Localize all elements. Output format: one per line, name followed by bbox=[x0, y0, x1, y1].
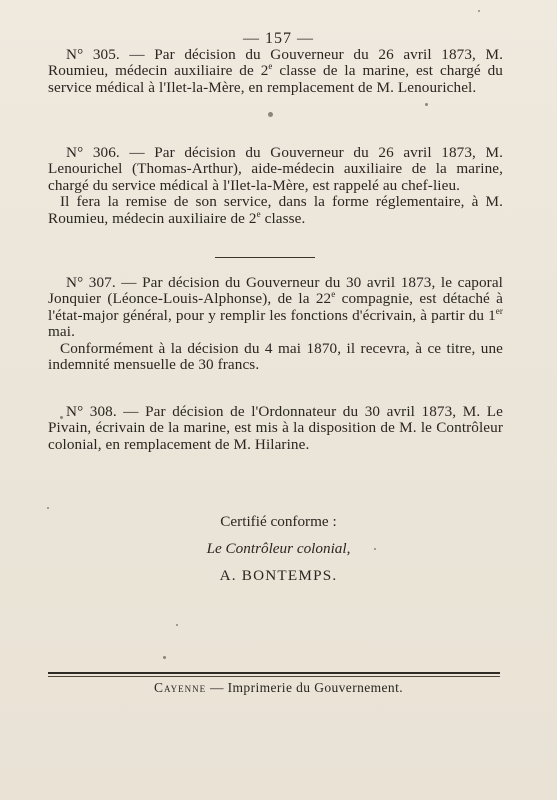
signature-block bbox=[0, 508, 557, 589]
entry-306 bbox=[48, 145, 503, 227]
entry-306-paragraph: N° 306. — Par décision du Gouverneur du 26 avril 1873, M. Lenourichel (Thomas-Arthur), aide-médecin auxiliaire de la marine, chargé du service médical à l'Ilet-la-Mère, est rappelé au chef-lieu. bbox=[48, 144, 503, 194]
footer-city: Cayenne bbox=[153, 680, 207, 695]
entry-307-paragraph: Conformément à la décision du 4 mai 1870, il recevra, à ce titre, une indemnité mensuelle de 30 francs. bbox=[48, 339, 503, 374]
entry-307-paragraph: N° 307. — Par décision du Gouverneur du 30 avril 1873, le caporal Jonquier (Léonce-Louis-Alphonse), de la 22e compagnie, est détaché à l'état-major général, pour y remplir les fonctions d'écrivain, à partir du 1er mai. bbox=[48, 274, 503, 341]
signatory-name: A. BONTEMPS. bbox=[219, 567, 338, 584]
footer-separator: — bbox=[209, 680, 224, 695]
entry-305 bbox=[48, 47, 503, 96]
footer-rule-thin bbox=[48, 676, 500, 677]
section-divider bbox=[215, 257, 315, 258]
entry-308 bbox=[48, 404, 503, 453]
paper-speck bbox=[425, 103, 428, 106]
paper-speck bbox=[60, 416, 63, 419]
certified-line: Certifié conforme : bbox=[220, 513, 337, 530]
paper-speck bbox=[268, 112, 273, 117]
printer-footer bbox=[0, 680, 557, 696]
page-number: — 157 — bbox=[243, 30, 314, 47]
paper-speck bbox=[478, 10, 480, 12]
entry-305-paragraph: N° 305. — Par décision du Gouverneur du 26 avril 1873, M. Roumieu, médecin auxiliaire de 2e classe de la marine, est chargé du service médical à l'Ilet-la-Mère, en remplacement de M. Lenourichel. bbox=[48, 46, 503, 96]
entry-307 bbox=[48, 275, 503, 373]
paper-speck bbox=[47, 507, 49, 509]
footer-printer: Imprimerie du Gouvernement. bbox=[227, 680, 403, 695]
footer-rule-thick bbox=[48, 672, 500, 674]
paper-speck bbox=[163, 656, 166, 659]
entry-306-paragraph: Il fera la remise de son service, dans la forme réglementaire, à M. Roumieu, médecin auxiliaire de 2e classe. bbox=[48, 193, 503, 227]
paper-speck bbox=[374, 548, 376, 550]
paper-speck bbox=[176, 624, 178, 626]
entry-308-paragraph: N° 308. — Par décision de l'Ordonnateur du 30 avril 1873, M. Le Pivain, écrivain de la marine, est mis à la disposition de M. le Contrôleur colonial, en remplacement de M. Hilarine. bbox=[48, 403, 503, 453]
signatory-role: Le Contrôleur colonial, bbox=[206, 540, 351, 557]
